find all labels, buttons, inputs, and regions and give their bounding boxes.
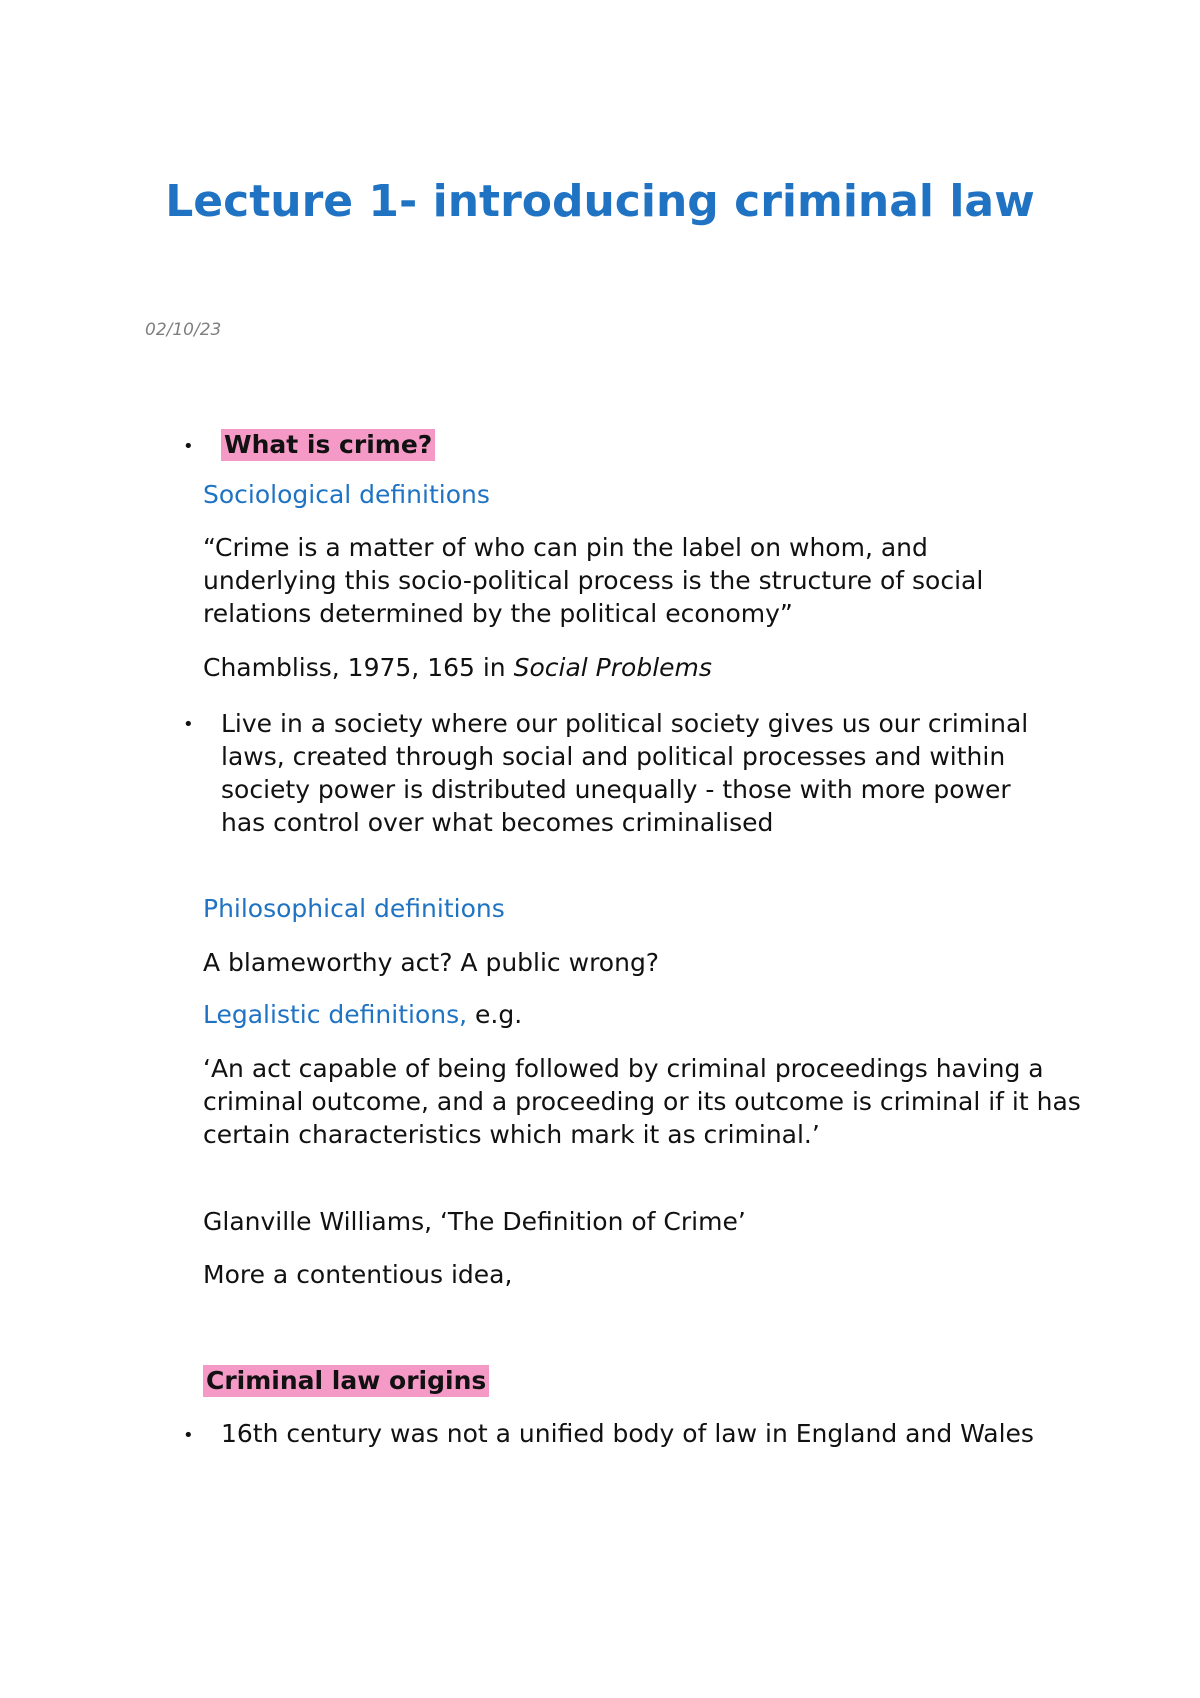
citation-work-title: Social Problems	[513, 653, 712, 682]
bullet-icon: •	[183, 1425, 194, 1446]
sociological-definitions-label: Sociological definitions	[203, 480, 490, 509]
origins-bullet: 16th century was not a unified body of law in England and Wales	[221, 1419, 1034, 1448]
bullet-icon: •	[183, 436, 194, 457]
legalistic-definitions-line	[203, 998, 1083, 1031]
contentious-note: More a contentious idea,	[203, 1260, 513, 1289]
sociological-quote: “Crime is a matter of who can pin the label on whom, and underlying this socio-political process is the structure of social relations determined by the political economy”	[203, 533, 984, 628]
society-power-bullet: Live in a society where our political society gives us our criminal laws, created through social and political processes and within society power is distributed unequally - those with more power has control over what becomes criminalised	[221, 709, 1029, 837]
citation-prefix: Chambliss, 1975, 165 in	[203, 653, 514, 682]
philosophical-definitions-label: Philosophical definitions	[203, 894, 505, 923]
williams-citation: Glanville Williams, ‘The Definition of Crime’	[203, 1207, 746, 1236]
lecture-date: 02/10/23	[145, 320, 222, 340]
bullet-icon: •	[183, 714, 194, 735]
legalistic-definitions-label: Legalistic definitions,	[203, 1000, 468, 1029]
highlighted-heading: What is crime?	[221, 429, 435, 461]
section-heading-what-is-crime	[221, 428, 1081, 461]
legalistic-quote: ‘An act capable of being followed by criminal proceedings having a criminal outcome, and a proceeding or its outcome is criminal if it has certain characteristics which mark it as criminal.’	[203, 1054, 1081, 1149]
page-title: Lecture 1- introducing criminal law	[165, 176, 1035, 227]
section-heading-origins	[203, 1364, 1083, 1397]
highlighted-heading: Criminal law origins	[203, 1365, 489, 1397]
chambliss-citation	[203, 651, 1083, 684]
philosophical-text: A blameworthy act? A public wrong?	[203, 948, 660, 977]
legalistic-eg: e.g.	[467, 1000, 523, 1029]
